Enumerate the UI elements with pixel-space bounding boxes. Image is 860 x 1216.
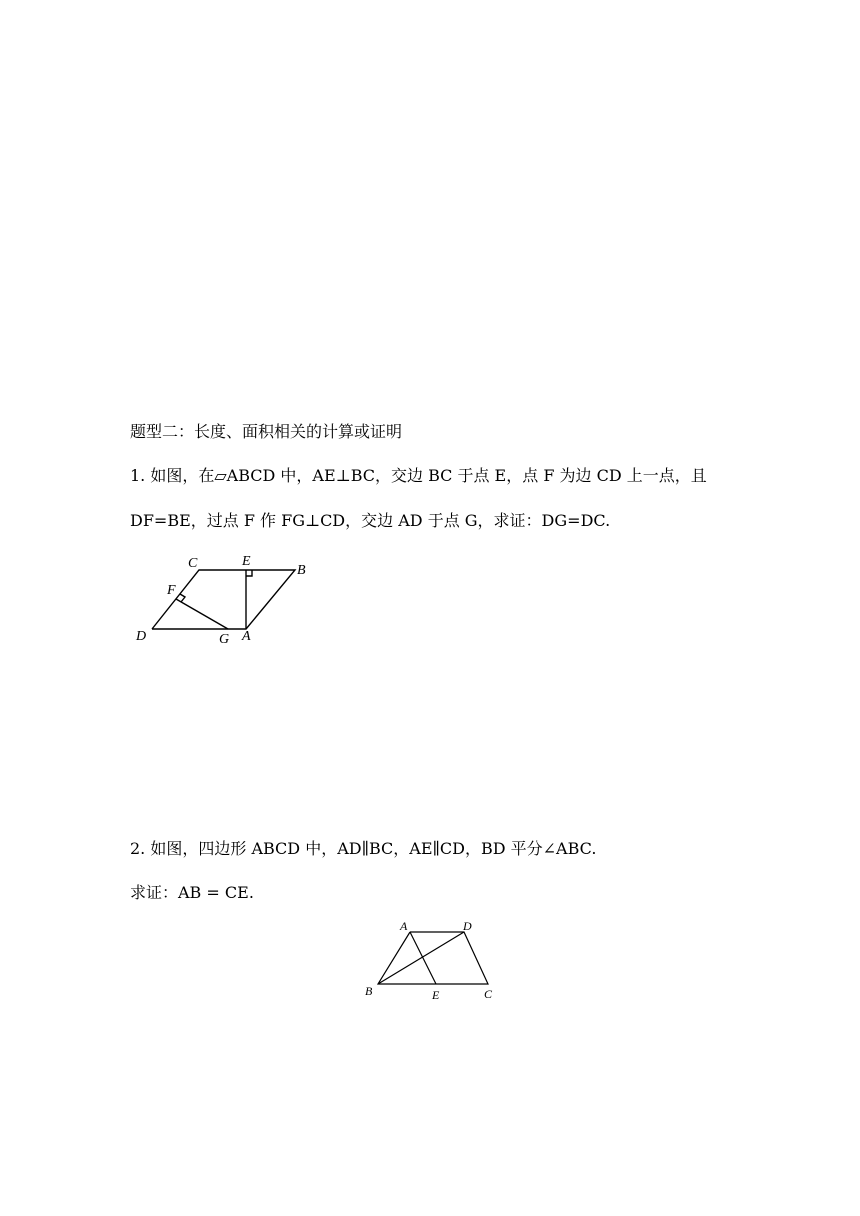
label-d: D	[136, 629, 147, 644]
section-heading: 题型二：长度、面积相关的计算或证明	[130, 422, 403, 441]
label-e: E	[432, 988, 440, 1002]
label-c: C	[188, 556, 198, 571]
label-b: B	[297, 563, 306, 578]
label-f: F	[167, 583, 176, 598]
label-g: G	[219, 632, 230, 647]
right-angle-mark-e	[246, 570, 252, 576]
label-c: C	[484, 987, 493, 1001]
problem-2-line-2: 求证：AB = CE.	[130, 883, 254, 902]
quadrilateral-abcd	[378, 932, 488, 984]
segment-fg	[176, 599, 228, 629]
parallelogram-dcba	[152, 570, 295, 629]
problem-2-line-1: 2. 如图，四边形 ABCD 中，AD∥BC，AE∥CD，BD 平分∠ABC.	[130, 839, 597, 858]
label-d: D	[463, 919, 472, 933]
label-a: A	[400, 919, 408, 933]
segment-bd	[378, 932, 464, 984]
problem-1-line-1: 1. 如图，在▱ABCD 中，AE⊥BC，交边 BC 于点 E，点 F 为边 CD 上一点，且	[130, 466, 707, 485]
right-angle-mark-f	[180, 594, 185, 602]
segment-ae	[410, 932, 436, 984]
problem-1-line-2: DF=BE，过点 F 作 FG⊥CD，交边 AD 于点 G，求证：DG=DC.	[130, 511, 611, 530]
label-e: E	[242, 554, 251, 569]
label-b: B	[365, 984, 373, 998]
label-a: A	[242, 629, 251, 644]
